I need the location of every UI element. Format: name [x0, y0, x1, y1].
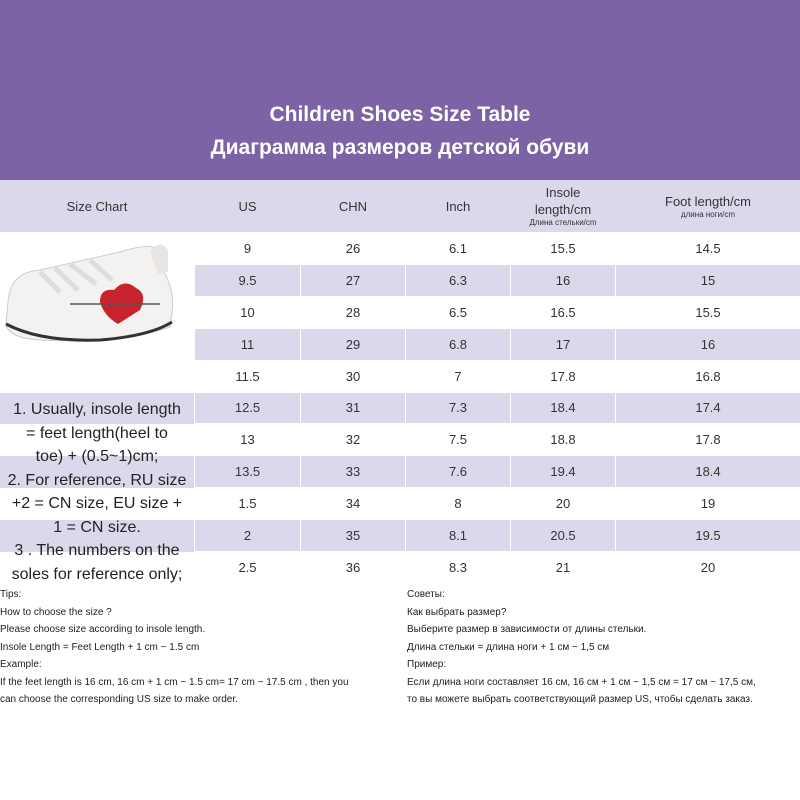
text-line: то вы можете выбрать соответствующий размер US, чтобы сделать заказ. — [407, 694, 753, 705]
title-english: Children Shoes Size Table — [269, 103, 531, 126]
table-cell: 15.5 — [616, 297, 800, 328]
table-cell: 6.8 — [406, 329, 510, 360]
text-line: Tips: — [0, 589, 22, 600]
text-line: Insole Length = Feet Length + 1 cm ~ 1.5 cm — [0, 641, 200, 653]
table-cell: 19 — [616, 488, 800, 519]
table-cell: 17.4 — [616, 393, 800, 424]
table-cell: 20 — [511, 488, 615, 519]
table-cell: 32 — [301, 424, 405, 455]
table-cell: 8.1 — [406, 520, 510, 551]
table-cell: 31 — [301, 393, 405, 424]
text-line: can choose the corresponding US size to make order. — [0, 694, 238, 705]
table-cell: 11.5 — [195, 361, 300, 392]
table-cell: 36 — [301, 552, 405, 583]
table-cell: 17.8 — [616, 424, 800, 455]
title-banner — [0, 0, 800, 180]
header-us: US — [238, 198, 257, 214]
text-line: How to choose the size ? — [0, 606, 112, 618]
table-cell: 33 — [301, 456, 405, 487]
table-cell: 28 — [301, 297, 405, 328]
table-cell: 13.5 — [195, 456, 300, 487]
tips-russian — [407, 586, 756, 709]
table-cell: 6.1 — [406, 233, 510, 264]
header-foot: Foot length/cm длина ноги/cm — [665, 193, 751, 219]
table-cell: 29 — [301, 329, 405, 360]
table-cell: 7.5 — [406, 424, 510, 455]
text-line: 2. For reference, RU size — [7, 471, 187, 489]
table-cell: 15.5 — [511, 233, 615, 264]
table-cell: 35 — [301, 520, 405, 551]
text-line: = feet length(heel to — [26, 424, 168, 442]
table-cell: 16 — [511, 265, 615, 296]
text-line: If the feet length is 16 cm, 16 cm + 1 cm ~ 1.5 cm= 17 cm ~ 17.5 cm , then you — [0, 676, 349, 688]
text-line: Выберите размер в зависимости от длины стельки. — [407, 624, 647, 635]
table-cell: 18.8 — [511, 424, 615, 455]
table-cell: 15 — [616, 265, 800, 296]
header-chn: CHN — [338, 198, 368, 214]
table-cell: 6.3 — [406, 265, 510, 296]
table-cell: 21 — [511, 552, 615, 583]
table-cell: 17.8 — [511, 361, 615, 392]
table-cell: 20.5 — [511, 520, 615, 551]
table-cell: 2.5 — [195, 552, 300, 583]
table-cell: 30 — [301, 361, 405, 392]
table-cell: 7.6 — [406, 456, 510, 487]
table-cell: 17 — [511, 329, 615, 360]
table-cell: 9.5 — [195, 265, 300, 296]
text-line: Если длина ноги составляет 16 см, 16 см + 1 см ~ 1,5 см = 17 см ~ 17,5 см, — [407, 676, 756, 688]
table-cell: 19.4 — [511, 456, 615, 487]
table-cell: 19.5 — [616, 520, 800, 551]
table-cell: 1.5 — [195, 488, 300, 519]
row-bg-left — [0, 361, 194, 393]
table-cell: 6.5 — [406, 297, 510, 328]
table-cell: 26 — [301, 233, 405, 264]
table-cell: 16.5 — [511, 297, 615, 328]
table-cell: 7 — [406, 361, 510, 392]
text-line: Как выбрать размер? — [407, 606, 507, 618]
shoe-image — [0, 232, 194, 362]
header-inch: Inch — [445, 198, 471, 214]
text-line: 1 = CN size. — [53, 518, 141, 536]
table-cell: 34 — [301, 488, 405, 519]
table-cell: 12.5 — [195, 393, 300, 424]
text-line: Советы: — [407, 589, 445, 600]
table-cell: 2 — [195, 520, 300, 551]
table-cell: 8 — [406, 488, 510, 519]
tips-english — [0, 586, 349, 709]
text-line: 3 . The numbers on the — [14, 542, 180, 559]
text-line: Длина стельки = длина ноги + 1 см ~ 1,5 см — [407, 641, 610, 653]
table-cell: 16.8 — [616, 361, 800, 392]
table-cell: 9 — [195, 233, 300, 264]
text-line: toe) + (0.5~1)cm; — [35, 448, 159, 465]
table-cell: 18.4 — [616, 456, 800, 487]
text-line: Пример: — [407, 659, 447, 670]
shoe-icon — [0, 232, 194, 362]
title-russian: Диаграмма размеров детской обуви — [210, 136, 590, 159]
table-cell: 8.3 — [406, 552, 510, 583]
table-cell: 20 — [616, 552, 800, 583]
text-line: Please choose size according to insole length. — [0, 624, 206, 635]
table-cell: 7.3 — [406, 393, 510, 424]
table-cell: 16 — [616, 329, 800, 360]
table-cell: 27 — [301, 265, 405, 296]
table-cell: 13 — [195, 424, 300, 455]
table-cell: 14.5 — [616, 233, 800, 264]
text-line: Example: — [0, 659, 42, 670]
table-cell: 11 — [195, 329, 300, 360]
text-line: +2 = CN size, EU size + — [11, 495, 183, 512]
header-size-chart: Size Chart — [66, 198, 128, 214]
table-cell: 18.4 — [511, 393, 615, 424]
table-cell: 10 — [195, 297, 300, 328]
text-line: soles for reference only; — [11, 565, 183, 583]
text-line: 1. Usually, insole length — [13, 401, 181, 418]
header-insole: Insole length/cm Длина стельки/cm — [529, 185, 597, 227]
notes-text — [0, 398, 194, 586]
